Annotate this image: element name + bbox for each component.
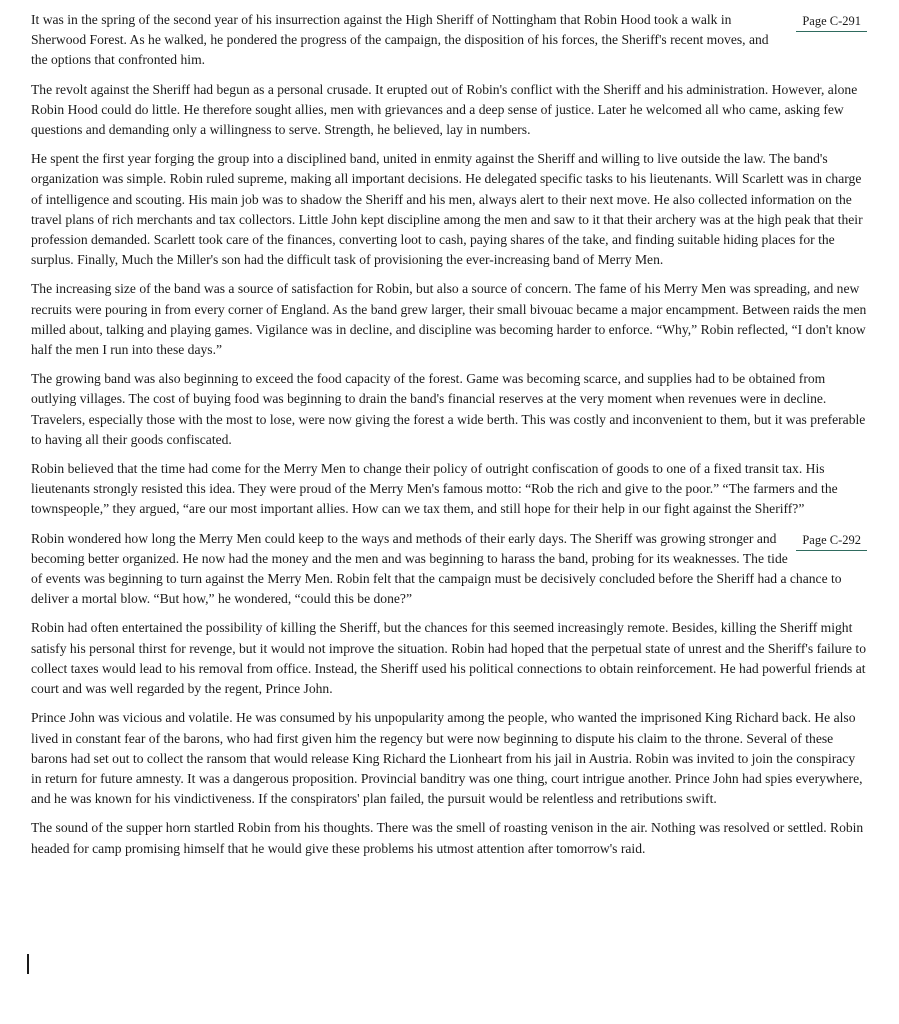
paragraph-3: He spent the first year forging the group into a disciplined band, united in enmity against the Sheriff and willing to live outside the law. The band's organization was simple. Robin ruled supreme, making all important decisions. He delegated specific tasks to his lieutenants. Will Scarlett was in charge of intelligence and scouting. His main job was to shadow the Sheriff and his men, always alert to their next move. He also collected information on the travel plans of rich merchants and tax collectors. Little John kept discipline among the men and saw to it that their archery was at the high peak that their profession demanded. Scarlett took care of the finances, converting loot to cash, paying shares of the take, and finding suitable hiding places for the surplus. Finally, Much the Miller's son had the difficult task of provisioning the ever-increasing band of Merry Men. bbox=[31, 151, 863, 268]
page-marker-c291: Page C-291 bbox=[796, 12, 867, 32]
paragraph-5: The growing band was also beginning to exceed the food capacity of the forest. Game was becoming scarce, and supplies had to be obtained from outlying villages. The cost of buying food was beginning to drain the band's financial reserves at the very moment when revenues were in decline. Travelers, especially those with the most to lose, were now giving the forest a wide berth. This was costly and inconvenient to them, but it was preferable to having all their goods confiscated. bbox=[31, 371, 866, 447]
paragraph-8: Robin had often entertained the possibility of killing the Sheriff, but the chances for this seemed increasingly remote. Besides, killing the Sheriff might satisfy his personal thirst for revenge, but it would not improve the situation. Robin had hoped that the perpetual state of unrest and the Sheriff's failure to collect taxes would lead to his removal from office. Instead, the Sheriff used his political connections to obtain reinforcement. He had powerful friends at court and was well regarded by the regent, Prince John. bbox=[31, 620, 867, 697]
paragraph-4: The increasing size of the band was a source of satisfaction for Robin, but also a source of concern. The fame of his Merry Men was spreading, and new recruits were pouring in from every corner of England. As the band grew larger, their small bivouac became a major encampment. Between raids the men milled about, talking and playing games. Vigilance was in decline, and discipline was becoming harder to enforce. “Why,” Robin reflected, “I don't know half the men I run into these days.” bbox=[31, 281, 867, 358]
paragraph-10: The sound of the supper horn startled Robin from his thoughts. There was the smell of roasting venison in the air. Nothing was resolved or settled. Robin headed for camp promising himself that he would give these problems his utmost attention after tomorrow's raid. bbox=[31, 820, 864, 856]
document-body bbox=[31, 10, 867, 868]
page-marker-c292: Page C-292 bbox=[796, 531, 867, 551]
paragraph-7 bbox=[31, 529, 867, 610]
paragraph-1 bbox=[31, 10, 867, 71]
paragraph-9: Prince John was vicious and volatile. He was consumed by his unpopularity among the people, who wanted the imprisoned King Richard back. He also lived in constant fear of the barons, who had first given him the regency but were now beginning to dispute his claim to the throne. Several of these barons had set out to collect the ransom that would release King Richard the Lionheart from his jail in Austria. Robin was invited to join the conspiracy in return for future amnesty. It was a dangerous proposition. Provincial banditry was one thing, court intrigue another. Prince John had spies everywhere, and he was known for his vindictiveness. If the conspirators' plan failed, the pursuit would be relentless and retributions swift. bbox=[31, 710, 863, 807]
paragraph-2: The revolt against the Sheriff had begun as a personal crusade. It erupted out of Robin's conflict with the Sheriff and his administration. However, alone Robin Hood could do little. He therefore sought allies, men with grievances and a deep sense of justice. Later he welcomed all who came, asking few questions and demanding only a willingness to serve. Strength, he believed, lay in numbers. bbox=[31, 81, 858, 138]
paragraph-1-text: It was in the spring of the second year of his insurrection against the High Sheriff of Nottingham that Robin Hood took a walk in Sherwood Forest. As he walked, he pondered the progress of the campaign, the disposition of his forces, the Sheriff's recent moves, and the options that confronted him. bbox=[31, 12, 769, 68]
paragraph-7-text: Robin wondered how long the Merry Men could keep to the ways and methods of their early days. The Sheriff was growing stronger and becoming better organized. He now had the money and the men and was beginning to harass the band, probing for its weaknesses. The tide of events was beginning to turn against the Merry Men. Robin felt that the campaign must be decisively concluded before the Sheriff had a chance to deliver a mortal blow. “But how,” he wondered, “could this be done?” bbox=[31, 530, 842, 607]
paragraph-6: Robin believed that the time had come for the Merry Men to change their policy of outright confiscation of goods to one of a fixed transit tax. His lieutenants strongly resisted this idea. They were proud of the Merry Men's famous motto: “Rob the rich and give to the poor.” “The farmers and the townspeople,” they argued, “are our most important allies. How can we tax them, and still hope for their help in our fight against the Sheriff?” bbox=[31, 461, 838, 517]
text-cursor bbox=[27, 954, 29, 974]
